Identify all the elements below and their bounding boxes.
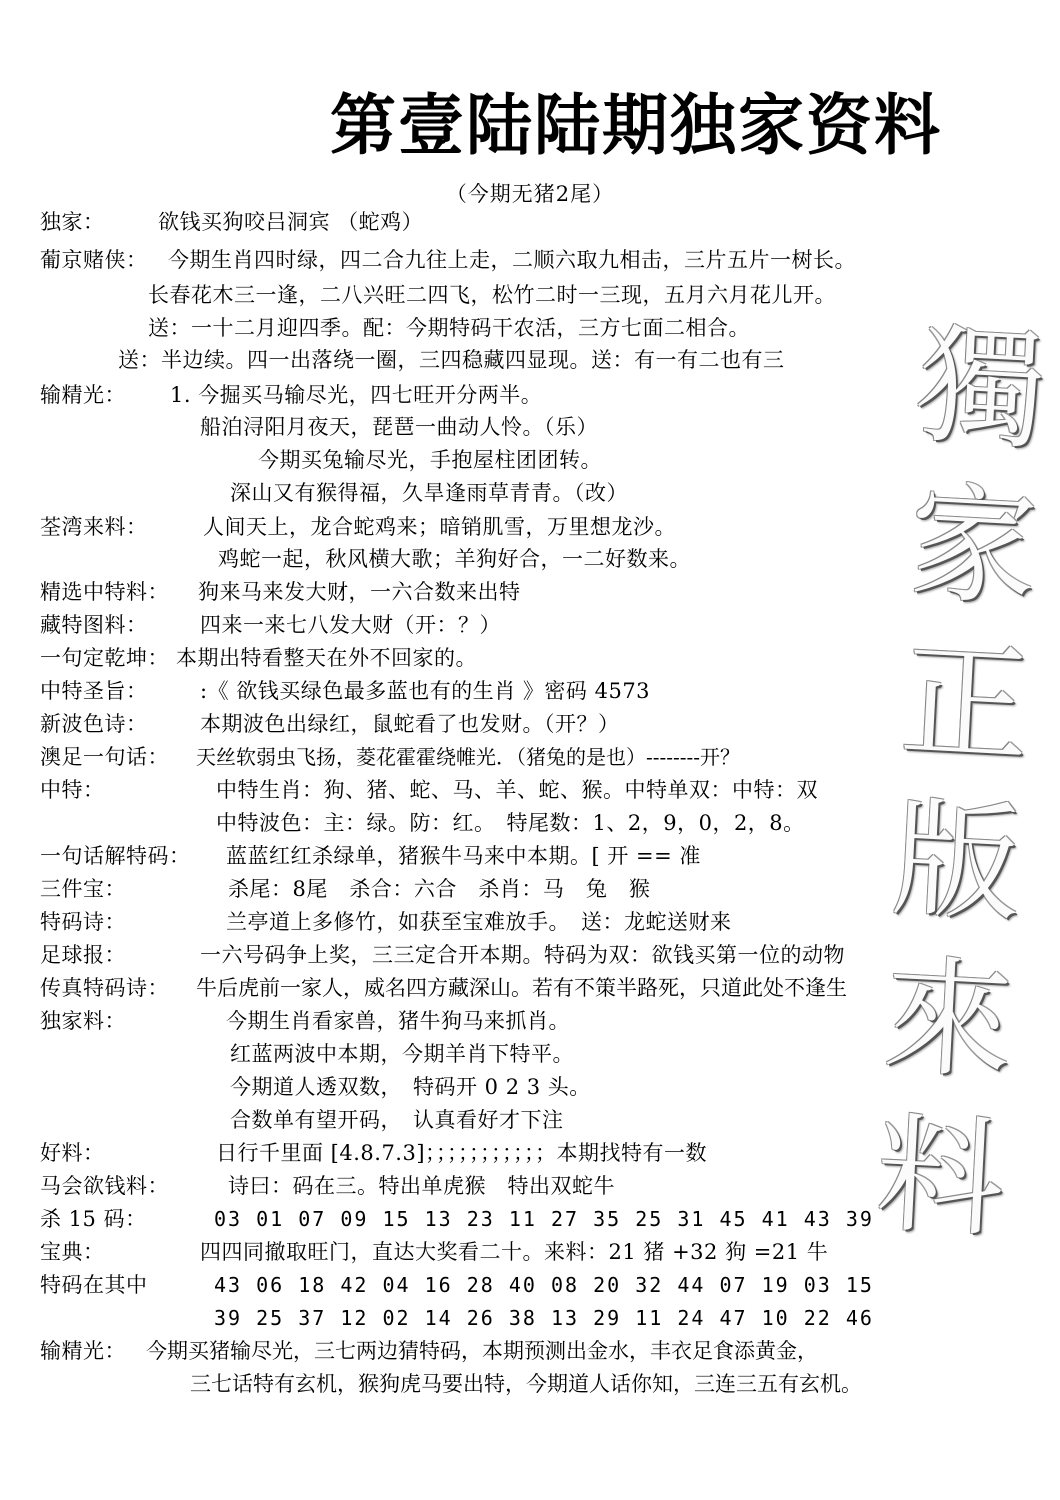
line-label: 独家料：	[40, 1009, 126, 1033]
line-label: 新波色诗：	[40, 712, 148, 736]
line-text: 长春花木三一逢，二八兴旺二四飞，松竹二时一三现，五月六月花儿开。	[148, 283, 836, 307]
side-char: 版	[888, 784, 1025, 941]
line-label: 精选中特料：	[40, 580, 169, 604]
line-text: 1. 今掘买马输尽光，四七旺开分两半。	[170, 383, 543, 407]
line-label: 藏特图料：	[40, 613, 148, 637]
line-label: 好料：	[40, 1141, 105, 1165]
line-text: 送：一十二月迎四季。配：今期特码干农活，三方七面二相合。	[148, 316, 750, 340]
line-text: 蓝蓝红红杀绿单，猪猴牛马来中本期。[ 开 == 准	[226, 844, 701, 868]
line-label: 宝典：	[40, 1240, 105, 1264]
line-text: 鸡蛇一起，秋风横大歌；羊狗好合，一二好数来。	[218, 547, 691, 571]
line-label: 特码诗：	[40, 910, 126, 934]
line-label: 澳足一句话：	[40, 745, 169, 769]
line-text: 船泊浔阳月夜天，琵琶一曲动人怜。（乐）	[200, 415, 598, 439]
line-label: 一句定乾坤：	[40, 646, 169, 670]
side-char: 正	[897, 626, 1033, 783]
line-text: :《 欲钱买绿色最多蓝也有的生肖 》密码 4573	[200, 679, 651, 703]
line-text: 今期买猪输尽光，三七两边猜特码，本期预测出金水，丰衣足食添黄金，	[146, 1339, 818, 1363]
page-title: 第壹陆陆期独家资料	[330, 87, 942, 164]
line-text: 杀尾：8尾 杀合：六合 杀肖：马 兔 猴	[228, 877, 651, 901]
subtitle: （今期无猪2尾）	[445, 182, 615, 206]
side-char: 獨	[913, 311, 1050, 467]
line-label: 中特：	[40, 778, 105, 802]
line-text: 四四同撤取旺门，直达大奖看二十。来料：21 猪 +32 狗 =21 牛	[200, 1240, 829, 1264]
line-text: 天丝软弱虫飞扬，菱花霍霍绕帷光．（猪兔的是也）--------开？	[196, 745, 741, 769]
line-text: 兰亭道上多修竹，如获至宝难放手。 送：龙蛇送财来	[226, 910, 732, 934]
line-label: 杀 15 码：	[40, 1207, 147, 1231]
line-text: 日行千里面 [4.8.7.3]；；；；；；；；；；；本期找特有一数	[216, 1141, 708, 1165]
line-text: 今期道人透双数， 特码开 0 2 3 头。	[230, 1075, 591, 1099]
line-label: 输精光：	[40, 1339, 126, 1363]
line-text: 中特生肖：狗、猪、蛇、马、羊、蛇、猴。中特单双：中特：双	[216, 778, 818, 802]
line-text: 狗来马来发大财，一六合数来出特	[198, 580, 521, 604]
line-text: 三七话特有玄机，猴狗虎马要出特，今期道人话你知，三连三五有玄机。	[190, 1372, 862, 1396]
line-text: 红蓝两波中本期，今期羊肖下特平。	[230, 1042, 574, 1066]
line-text: 中特波色：主：绿。防：红。 特尾数：1、2，9，0，2，8。	[216, 811, 805, 835]
line-text: 人间天上，龙合蛇鸡来；暗销肌雪，万里想龙沙。	[203, 515, 676, 539]
line-text: 本期波色出绿红，鼠蛇看了也发财。（开？）	[200, 712, 620, 736]
line-label: 马会欲钱料：	[40, 1174, 169, 1198]
line-text: 诗曰：码在三。特出单虎猴 特出双蛇牛	[228, 1174, 615, 1198]
line-text: 合数单有望开码， 认真看好才下注	[230, 1108, 564, 1132]
line-text: 牛后虎前一家人，威名四方藏深山。若有不策半路死，只道此处不逢生	[196, 976, 847, 1000]
number-list: 43 06 18 42 04 16 28 40 08 20 32 44 07 19 03 15	[214, 1273, 874, 1297]
number-list: 03 01 07 09 15 13 23 11 27 35 25 31 45 41 43 39	[214, 1207, 874, 1231]
line-label: 输精光：	[40, 383, 126, 407]
line-text: 本期出特看整天在外不回家的。	[176, 646, 477, 670]
side-char: 家	[905, 468, 1042, 625]
line-label: 荃湾来料：	[40, 515, 148, 539]
side-char: 料	[872, 1100, 1009, 1256]
line-label: 独家：	[40, 210, 105, 234]
line-text: 今期买兔输尽光，手抱屋柱团团转。	[258, 448, 602, 472]
number-list: 39 25 37 12 02 14 26 38 13 29 11 24 47 10 22 46	[214, 1306, 874, 1330]
line-label: 足球报：	[40, 943, 126, 967]
line-label: 三件宝：	[40, 877, 126, 901]
line-text: 今期生肖看家兽，猪牛狗马来抓肖。	[226, 1009, 570, 1033]
line-text: 一六号码争上奖，三三定合开本期。特码为双：欲钱买第一位的动物	[200, 943, 845, 967]
line-text: 四来一来七八发大财（开：？）	[200, 613, 501, 637]
line-text: 欲钱买狗咬吕洞宾 （蛇鸡）	[158, 210, 424, 234]
line-label: 特码在其中	[40, 1273, 148, 1297]
side-char: 來	[880, 942, 1017, 1098]
line-label: 葡京赌侠：	[40, 248, 148, 272]
side-watermark-text	[869, 307, 1060, 1256]
line-text: 送：半边续。四一出落绕一圈，三四稳藏四显现。送：有一有二也有三	[118, 348, 785, 372]
line-text: 今期生肖四时绿，四二合九往上走，二顺六取九相击，三片五片一树长。	[168, 248, 856, 272]
line-text: 深山又有猴得福，久旱逢雨草青青。（改）	[230, 481, 628, 505]
line-label: 一句话解特码：	[40, 844, 191, 868]
line-label: 传真特码诗：	[40, 976, 169, 1000]
line-label: 中特圣旨：	[40, 679, 148, 703]
